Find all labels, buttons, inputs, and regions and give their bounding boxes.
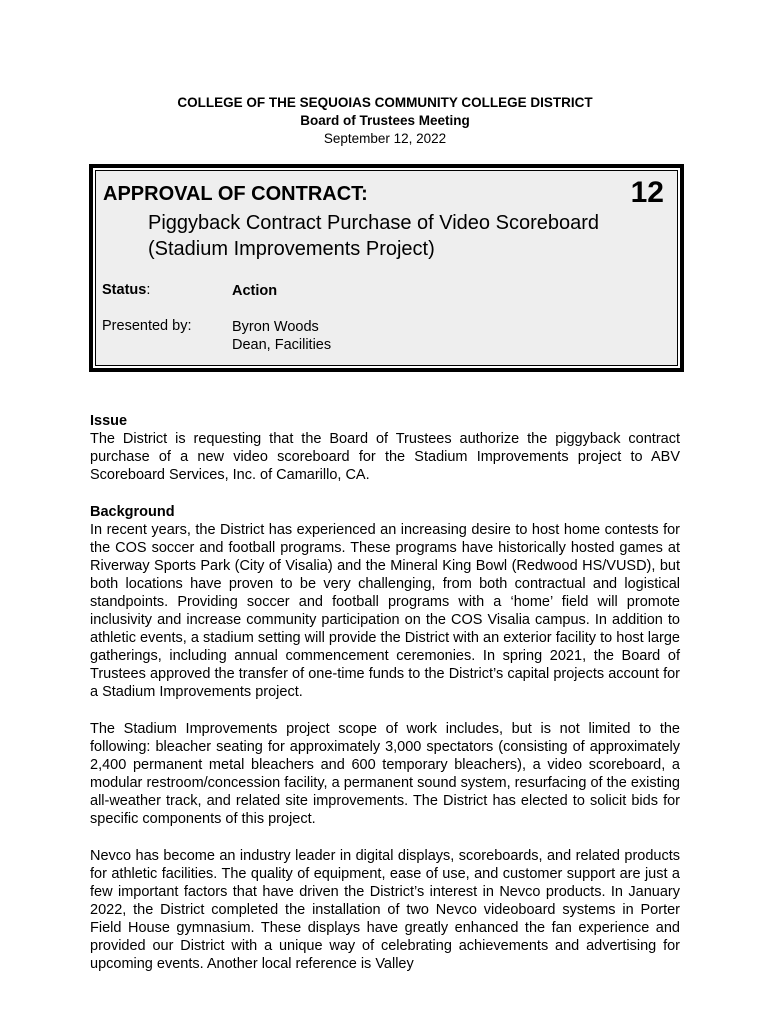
- agenda-item-number: 12: [630, 176, 664, 209]
- district-name: COLLEGE OF THE SEQUOIAS COMMUNITY COLLEGE DISTRICT: [177, 95, 593, 110]
- presented-by-label: Presented by:: [102, 318, 192, 334]
- status-label-text: Status: [102, 282, 147, 298]
- agenda-item-subtitle: [148, 210, 599, 262]
- presenter: [232, 318, 331, 354]
- paragraph-spacer: [90, 828, 680, 847]
- status-value: Action: [232, 283, 278, 299]
- subtitle-line-1: Piggyback Contract Purchase of Video Scoreboard: [148, 212, 600, 234]
- presenter-title: Dean, Facilities: [232, 337, 332, 353]
- presenter-name: Byron Woods: [232, 319, 319, 335]
- issue-heading: Issue: [90, 413, 128, 429]
- background-heading: Background: [90, 504, 175, 520]
- meeting-title: Board of Trustees Meeting: [300, 113, 470, 128]
- status-label-colon: :: [146, 282, 151, 298]
- meeting-date: September 12, 2022: [323, 131, 447, 146]
- agenda-item-heading: APPROVAL OF CONTRACT:: [103, 183, 368, 205]
- background-paragraph-2: The Stadium Improvements project scope of work includes, but is not limited to the following: bleacher seating for approximately 3,000 spectators (consisting of approximately 2,400 permanent metal bleachers and 600 temporary bleachers), a video scoreboard, a modular restroom/concession facility, a permanent sound system, resurfacing of the existing all-weather track, and related site improvements. The District has elected to solicit bids for specific components of this project.: [90, 721, 680, 827]
- background-paragraph-3: Nevco has become an industry leader in digital displays, scoreboards, and related products for athletic facilities. The quality of equipment, ease of use, and customer support are just a few important factors that have driven the District’s interest in Nevco products. In January 2022, the District completed the installation of two Nevco videoboard systems in Porter Field House gymnasium. These displays have greatly enhanced the fan experience and provided our District with a unique way of celebrating achievements and advertising for upcoming events. Another local reference is Valley: [90, 848, 680, 972]
- document-header: [0, 94, 770, 148]
- background-paragraph-1: In recent years, the District has experienced an increasing desire to host home contests for the COS soccer and football programs. These programs have historically hosted games at Riverway Sports Park (City of Visalia) and the Mineral King Bowl (Redwood HS/VUSD), but both locations have proven to be very challenging, from both contractual and logistical standpoints. Providing soccer and football programs with a ‘home’ field will promote inclusivity and increase community participation on the COS Visalia campus. In addition to athletic events, a stadium setting will provide the District with an exterior facility to host large gatherings, including annual commencement ceremonies. In spring 2021, the Board of Trustees approved the transfer of one-time funds to the District’s capital projects account for a Stadium Improvements project.: [90, 522, 680, 700]
- issue-paragraph: The District is requesting that the Board of Trustees authorize the piggyback contract purchase of a new video scoreboard for the Stadium Improvements project to ABV Scoreboard Services, Inc. of Camarillo, CA.: [90, 431, 680, 483]
- section-spacer: [90, 484, 680, 503]
- status-label: [102, 282, 150, 298]
- paragraph-spacer: [90, 701, 680, 720]
- subtitle-line-2: (Stadium Improvements Project): [148, 238, 435, 260]
- agenda-item-box: [89, 164, 684, 372]
- document-body: [90, 412, 680, 973]
